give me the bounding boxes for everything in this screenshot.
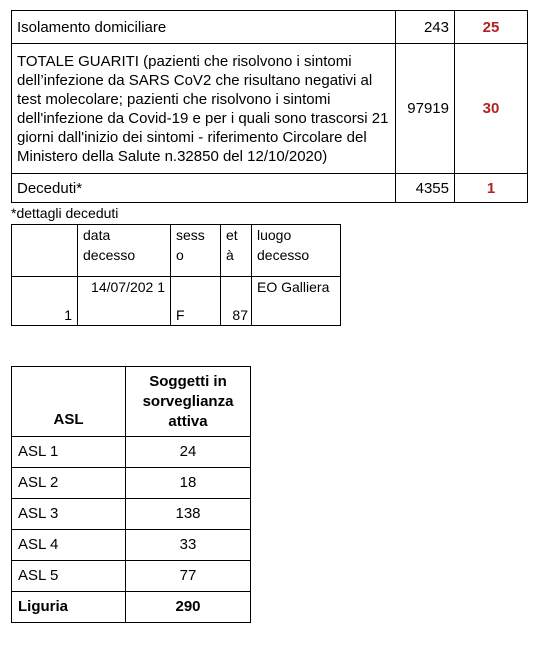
asl-name: ASL 3	[12, 499, 126, 530]
summary-table	[11, 10, 528, 203]
summary-delta: 25	[455, 11, 528, 44]
asl-name: ASL 2	[12, 468, 126, 499]
deceased-header-sex: sess o	[171, 225, 221, 277]
asl-header-name: ASL	[12, 367, 126, 437]
asl-row	[12, 530, 251, 561]
deceased-header-row	[12, 225, 341, 277]
asl-row	[12, 468, 251, 499]
summary-label: TOTALE GUARITI (pazienti che risolvono i sintomi dell’infezione da SARS CoV2 che risultano negativi al test molecolare; pazienti che risolvono i sintomi dell'infezione da Covid-19 e per i quali sono trascorsi 21 giorni dall'inizio dei sintomi - riferimento Circolare del Ministero della Salute n.32850 del 12/10/2020)	[12, 44, 396, 174]
asl-value: 138	[126, 499, 251, 530]
summary-value: 243	[396, 11, 455, 44]
asl-value: 24	[126, 437, 251, 468]
asl-name: ASL 5	[12, 561, 126, 592]
summary-label: Deceduti*	[12, 174, 396, 203]
asl-header-row	[12, 367, 251, 437]
asl-name: ASL 1	[12, 437, 126, 468]
deceased-age: 87	[221, 277, 252, 326]
asl-row	[12, 437, 251, 468]
deceased-header-age: et à	[221, 225, 252, 277]
asl-total-value: 290	[126, 592, 251, 623]
asl-value: 18	[126, 468, 251, 499]
asl-total-name: Liguria	[12, 592, 126, 623]
summary-delta: 30	[455, 44, 528, 174]
asl-row	[12, 499, 251, 530]
deceased-details-table	[11, 224, 341, 326]
summary-row-guariti	[12, 44, 528, 174]
summary-row-deceduti	[12, 174, 528, 203]
asl-value: 33	[126, 530, 251, 561]
summary-label: Isolamento domiciliare	[12, 11, 396, 44]
summary-value: 4355	[396, 174, 455, 203]
summary-value: 97919	[396, 44, 455, 174]
deceased-note: *dettagli deceduti	[11, 205, 119, 221]
asl-value: 77	[126, 561, 251, 592]
asl-surveillance-table	[11, 366, 251, 623]
asl-row	[12, 561, 251, 592]
deceased-header-cell	[12, 225, 78, 277]
summary-delta: 1	[455, 174, 528, 203]
deceased-date: 14/07/202 1	[78, 277, 171, 326]
deceased-header-place: luogo decesso	[252, 225, 341, 277]
deceased-header-date: data decesso	[78, 225, 171, 277]
summary-row-isolamento	[12, 11, 528, 44]
asl-name: ASL 4	[12, 530, 126, 561]
deceased-sex: F	[171, 277, 221, 326]
deceased-place: EO Galliera	[252, 277, 341, 326]
deceased-row	[12, 277, 341, 326]
deceased-number: 1	[12, 277, 78, 326]
asl-total-row	[12, 592, 251, 623]
asl-header-value: Soggetti in sorveglianza attiva	[126, 367, 251, 437]
